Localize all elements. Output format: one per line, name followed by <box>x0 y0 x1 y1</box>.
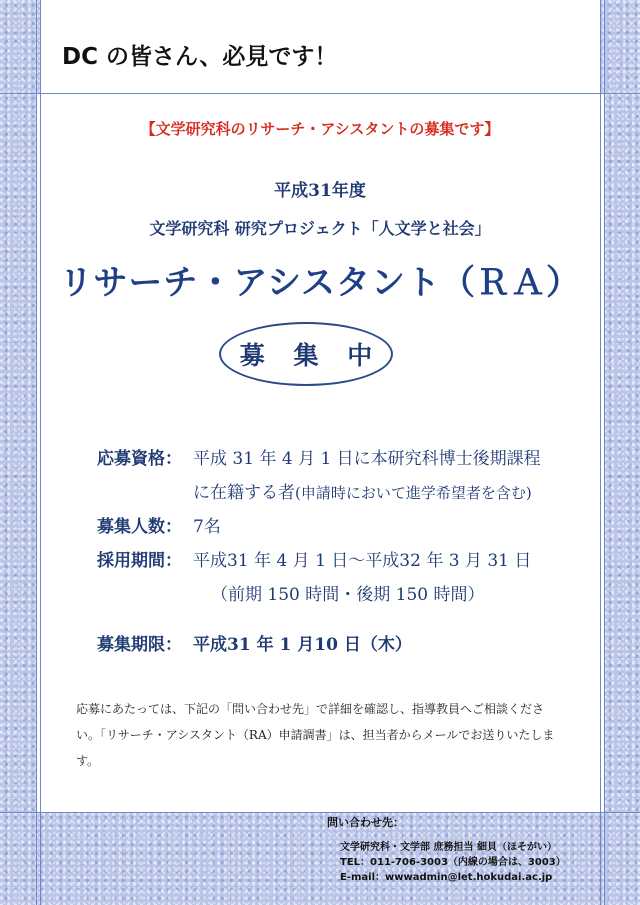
eligibility-enrolled: に在籍する者 <box>193 483 295 503</box>
application-note: 応募にあたっては、下記の「問い合わせ先」で詳細を確認し、指導教員へご相談ください。「リサーチ・アシスタント（RA）申請調書」は、担当者からメールでお送りいたします。 <box>76 702 555 768</box>
contact-office: 文学研究科・文学部 庶務担当 細貝（ほそがい） <box>340 842 557 853</box>
eligibility-label: 応募資格： <box>97 449 182 469</box>
fiscal-year: 平成31年度 <box>274 181 366 201</box>
deadline-value: 平成31 年 1 月10 日（木） <box>193 635 412 655</box>
page-headline: DC の皆さん、必見です！ <box>62 44 338 70</box>
contact-tel: TEL：011-706-3003（内線の場合は、3003） <box>340 857 566 868</box>
deadline-label: 募集期限： <box>97 635 182 655</box>
frame-line <box>0 812 640 813</box>
recruiting-badge-text: 募 集 中 <box>239 341 383 370</box>
count-label: 募集人数： <box>97 517 182 537</box>
left-border-pattern <box>0 93 36 812</box>
frame-line <box>604 0 605 905</box>
right-border-pattern <box>604 93 640 812</box>
period-label: 採用期間： <box>97 551 182 571</box>
main-title: リサーチ・アシスタント（ＲＡ） <box>59 263 581 303</box>
contact-email: E-mail：wwwadmin@let.hokudai.ac.jp <box>340 872 553 883</box>
contact-title: 問い合わせ先： <box>327 816 404 829</box>
eligibility-note: (申請時において進学希望者を含む) <box>295 484 532 502</box>
eligibility-value: 平成 31 年 4 月 1 日に本研究科博士後期課程 <box>193 449 541 469</box>
frame-line <box>600 0 601 905</box>
recruitment-notice: 【文学研究科のリサーチ・アシスタントの募集です】 <box>140 120 500 138</box>
count-value: 7名 <box>193 517 221 537</box>
frame-line <box>0 93 640 94</box>
project-name: 文学研究科 研究プロジェクト「人文学と社会」 <box>149 219 491 238</box>
recruiting-badge <box>219 322 393 386</box>
eligibility-value-cont <box>193 478 532 503</box>
period-hours: （前期 150 時間・後期 150 時間） <box>211 585 485 605</box>
frame-line <box>36 0 37 905</box>
period-value: 平成31 年 4 月 1 日～平成32 年 3 月 31 日 <box>193 551 532 571</box>
